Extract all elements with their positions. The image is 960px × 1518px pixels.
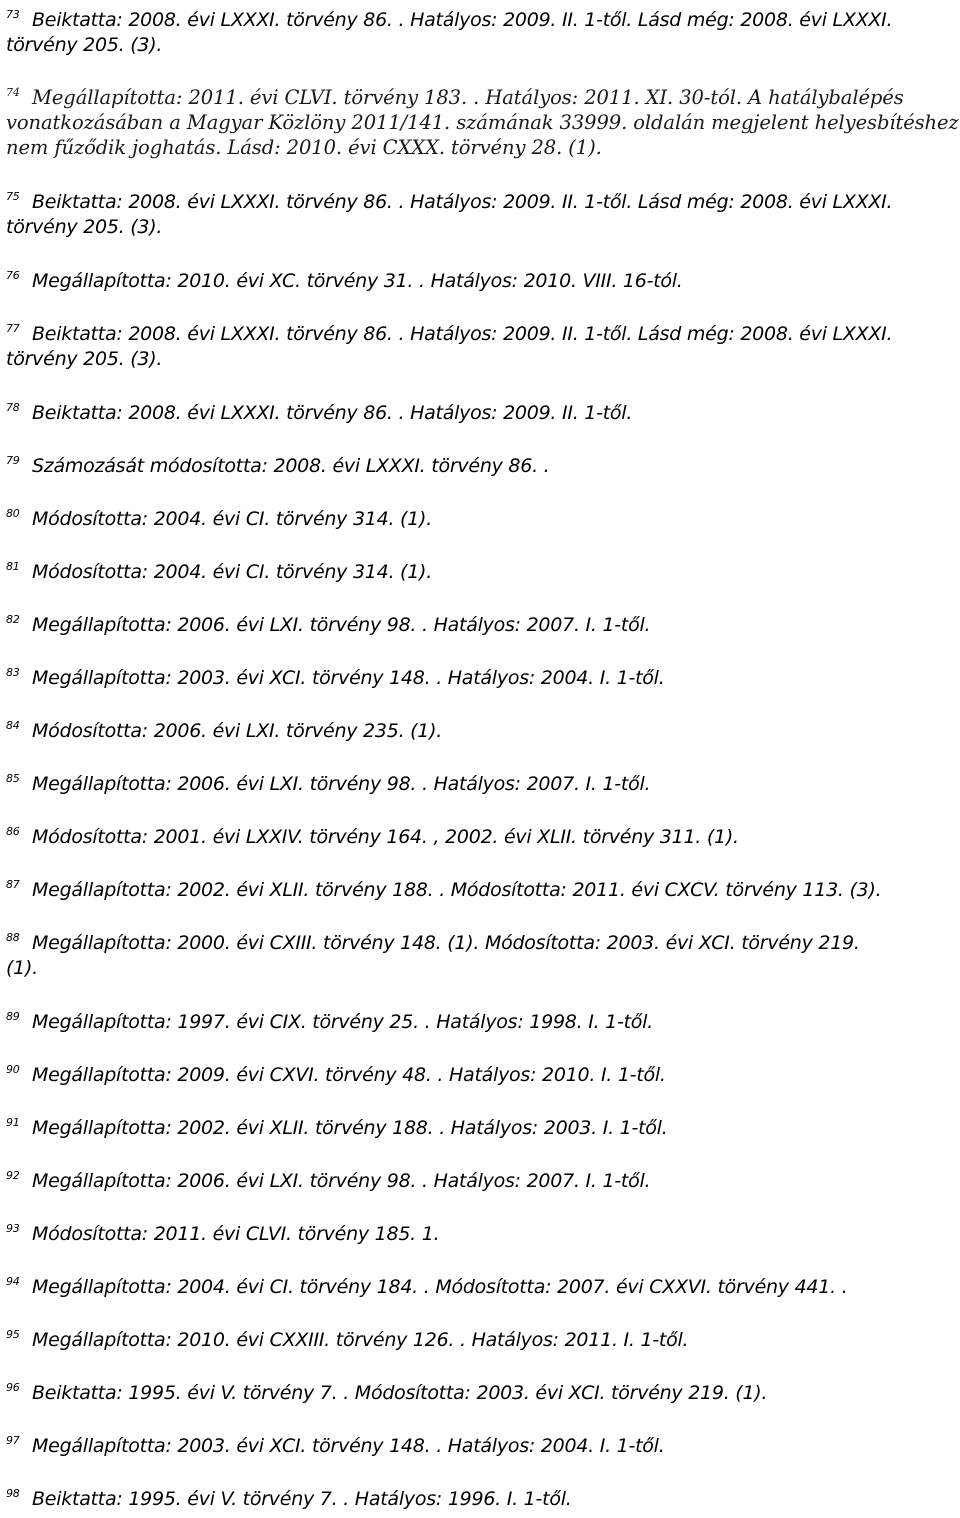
footnote-number: 74	[6, 86, 20, 99]
footnote-number: 80	[6, 507, 20, 520]
footnote-75	[6, 184, 956, 240]
footnote-text: Megállapította: 2009. évi CXVI. törvény 48. . Hatályos: 2010. I. 1-től.	[32, 1064, 666, 1086]
footnote-number: 88	[6, 931, 20, 944]
footnote-97	[6, 1428, 956, 1459]
footnote-text: Beiktatta: 2008. évi LXXXI. törvény 86. . Hatályos: 2009. II. 1-től. Lásd még: 2008. évi LXXXI.	[32, 191, 893, 213]
footnote-89	[6, 1004, 956, 1035]
footnote-text-continued: törvény 205. (3).	[6, 348, 163, 370]
footnote-number: 98	[6, 1487, 20, 1500]
footnote-number: 97	[6, 1434, 20, 1447]
footnote-74	[6, 80, 959, 160]
footnote-text: Módosította: 2004. évi CI. törvény 314. (1).	[32, 561, 433, 583]
footnote-text: Megállapította: 2006. évi LXI. törvény 98. . Hatályos: 2007. I. 1-től.	[32, 1170, 651, 1192]
footnote-84	[6, 713, 956, 744]
footnote-96	[6, 1375, 956, 1406]
footnote-text-continued: nem fűződik joghatás. Lásd: 2010. évi CXXX. törvény 28. (1).	[6, 136, 602, 159]
footnote-number: 73	[6, 8, 20, 21]
footnote-text: Beiktatta: 1995. évi V. törvény 7. . Hatályos: 1996. I. 1-től.	[32, 1488, 572, 1510]
footnote-90	[6, 1057, 956, 1088]
footnote-number: 87	[6, 878, 20, 891]
footnote-text: Megállapította: 2002. évi XLII. törvény 188. . Hatályos: 2003. I. 1-től.	[32, 1117, 668, 1139]
footnote-text: Beiktatta: 2008. évi LXXXI. törvény 86. . Hatályos: 2009. II. 1-től.	[32, 402, 633, 424]
footnote-number: 81	[6, 560, 20, 573]
footnote-number: 90	[6, 1063, 20, 1076]
footnote-number: 92	[6, 1169, 20, 1182]
footnote-number: 77	[6, 322, 20, 335]
footnote-number: 96	[6, 1381, 20, 1394]
footnote-number: 82	[6, 613, 20, 626]
footnote-number: 93	[6, 1222, 20, 1235]
footnote-text-continued: törvény 205. (3).	[6, 216, 163, 238]
footnote-text: Módosította: 2006. évi LXI. törvény 235. (1).	[32, 720, 443, 742]
footnote-79	[6, 448, 956, 479]
footnote-86	[6, 819, 956, 850]
footnote-number: 75	[6, 190, 20, 203]
footnote-number: 78	[6, 401, 20, 414]
footnote-number: 83	[6, 666, 20, 679]
footnote-81	[6, 554, 956, 585]
footnote-73	[6, 2, 956, 58]
footnote-76	[6, 263, 956, 294]
footnote-text: Megállapította: 2000. évi CXIII. törvény 148. (1). Módosította: 2003. évi XCI. törvény 219.	[32, 932, 860, 954]
footnote-text: Számozását módosította: 2008. évi LXXXI. törvény 86. .	[32, 455, 550, 477]
footnote-text: Beiktatta: 2008. évi LXXXI. törvény 86. . Hatályos: 2009. II. 1-től. Lásd még: 2008. évi LXXXI.	[32, 9, 893, 31]
footnote-text: Módosította: 2001. évi LXXIV. törvény 164. , 2002. évi XLII. törvény 311. (1).	[32, 826, 739, 848]
footnote-95	[6, 1322, 956, 1353]
footnote-91	[6, 1110, 956, 1141]
footnote-text: Megállapította: 1997. évi CIX. törvény 25. . Hatályos: 1998. I. 1-től.	[32, 1011, 653, 1033]
footnote-80	[6, 501, 956, 532]
footnote-text-continued: vonatkozásában a Magyar Közlöny 2011/141. számának 33999. oldalán megjelent helyesbítéshez	[6, 111, 959, 134]
footnote-82	[6, 607, 956, 638]
footnote-text: Megállapította: 2011. évi CLVI. törvény 183. . Hatályos: 2011. XI. 30-tól. A hatálybalépés	[32, 86, 904, 109]
footnote-88	[6, 925, 956, 981]
footnote-text: Megállapította: 2002. évi XLII. törvény 188. . Módosította: 2011. évi CXCV. törvény 113. (3).	[32, 879, 882, 901]
footnote-83	[6, 660, 956, 691]
footnote-number: 85	[6, 772, 20, 785]
footnote-number: 86	[6, 825, 20, 838]
footnote-87	[6, 872, 956, 903]
footnote-94	[6, 1269, 956, 1300]
footnote-text: Megállapította: 2004. évi CI. törvény 184. . Módosította: 2007. évi CXXVI. törvény 441. .	[32, 1276, 848, 1298]
footnote-text: Módosította: 2004. évi CI. törvény 314. (1).	[32, 508, 433, 530]
footnote-number: 79	[6, 454, 20, 467]
footnote-text: Megállapította: 2010. évi XC. törvény 31. . Hatályos: 2010. VIII. 16-tól.	[32, 270, 683, 292]
footnote-text: Megállapította: 2006. évi LXI. törvény 98. . Hatályos: 2007. I. 1-től.	[32, 614, 651, 636]
footnote-number: 89	[6, 1010, 20, 1023]
footnote-text: Módosította: 2011. évi CLVI. törvény 185. 1.	[32, 1223, 440, 1245]
footnote-number: 94	[6, 1275, 20, 1288]
footnote-98	[6, 1481, 956, 1512]
footnote-text: Beiktatta: 2008. évi LXXXI. törvény 86. . Hatályos: 2009. II. 1-től. Lásd még: 2008. évi LXXXI.	[32, 323, 893, 345]
footnote-77	[6, 316, 956, 372]
footnote-text-continued: törvény 205. (3).	[6, 34, 163, 56]
footnote-number: 84	[6, 719, 20, 732]
footnote-text-continued: (1).	[6, 957, 38, 979]
footnote-85	[6, 766, 956, 797]
footnote-92	[6, 1163, 956, 1194]
footnote-text: Megállapította: 2003. évi XCI. törvény 148. . Hatályos: 2004. I. 1-től.	[32, 667, 665, 689]
footnote-number: 95	[6, 1328, 20, 1341]
footnote-93	[6, 1216, 956, 1247]
footnote-text: Megállapította: 2010. évi CXXIII. törvény 126. . Hatályos: 2011. I. 1-től.	[32, 1329, 689, 1351]
footnote-number: 76	[6, 269, 20, 282]
footnote-78	[6, 395, 956, 426]
footnote-text: Megállapította: 2003. évi XCI. törvény 148. . Hatályos: 2004. I. 1-től.	[32, 1435, 665, 1457]
footnote-text: Megállapította: 2006. évi LXI. törvény 98. . Hatályos: 2007. I. 1-től.	[32, 773, 651, 795]
footnote-number: 91	[6, 1116, 20, 1129]
footnote-text: Beiktatta: 1995. évi V. törvény 7. . Módosította: 2003. évi XCI. törvény 219. (1).	[32, 1382, 768, 1404]
